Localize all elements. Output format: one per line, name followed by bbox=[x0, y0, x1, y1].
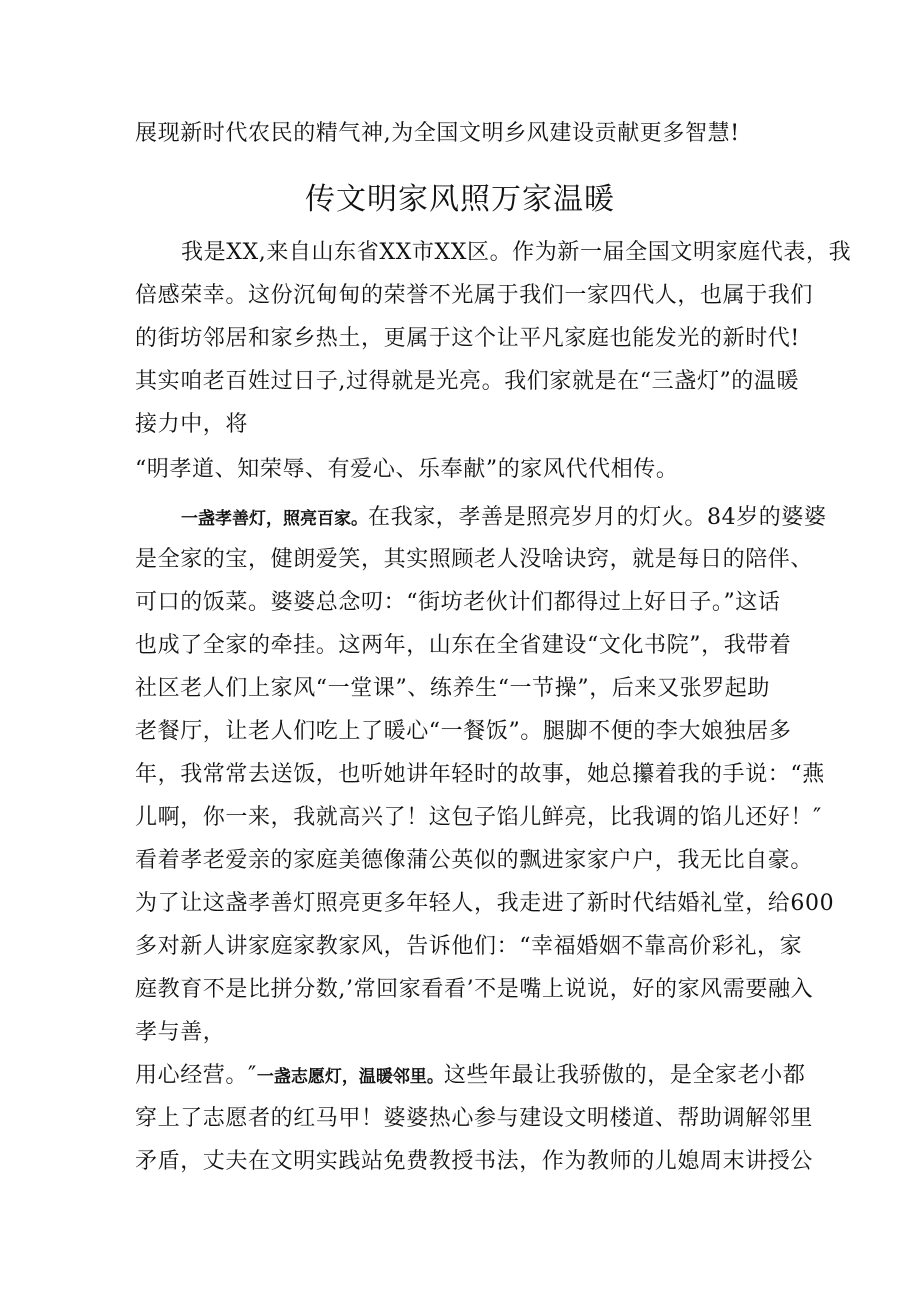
body-line: 为了让这盏孝善灯照亮更多年轻人，我走进了新时代结婚礼堂，给600 bbox=[135, 891, 835, 916]
body-line: 儿啊，你一来，我就高兴了！这包子馅儿鲜亮，比我调的馅儿还好！″ bbox=[135, 805, 822, 830]
paragraph-first-line bbox=[181, 502, 827, 535]
article-title: 传文明家风照万家温暖 bbox=[305, 182, 615, 217]
body-line: 社区老人们上家风“一堂课”、练养生“一节操”，后来又张罗起助 bbox=[135, 676, 770, 701]
body-line: “明孝道、知荣辱、有爱心、乐奉献”的家风代代相传。 bbox=[135, 457, 679, 482]
section-lead-phrase: 一盏孝善灯，照亮百家。 bbox=[181, 509, 368, 529]
body-line: 我是XX,来自山东省XX市XX区。作为新一届全国文明家庭代表，我 bbox=[181, 240, 852, 265]
paragraph-first-line bbox=[135, 1060, 805, 1093]
body-line: 年，我常常去送饭，也听她讲年轻时的故事，她总攥着我的手说：“燕 bbox=[135, 762, 825, 787]
body-line: 矛盾，丈夫在文明实践站免费教授书法，作为教师的儿媳周末讲授公 bbox=[135, 1149, 814, 1174]
body-text: 用心经营。″ bbox=[135, 1063, 257, 1088]
body-line: 庭教育不是比拼分数,’常回家看看’不是嘴上说说，好的家风需要融入 bbox=[135, 977, 814, 1002]
body-line: 多对新人讲家庭家教家风，告诉他们：“幸福婚姻不靠高价彩礼，家 bbox=[135, 934, 803, 959]
section-lead-phrase: 一盏志愿灯，温暖邻里。 bbox=[256, 1067, 444, 1087]
body-line: 其实咱老百姓过日子,过得就是光亮。我们家就是在“三盏灯”的温暖 bbox=[135, 369, 800, 394]
body-line: 是全家的宝，健朗爱笑，其实照顾老人没啥诀窍，就是每日的陪伴、 bbox=[135, 547, 814, 572]
body-line: 看着孝老爱亲的家庭美德像蒲公英似的飘进家家户户，我无比自豪。 bbox=[135, 848, 814, 873]
body-line: 穿上了志愿者的红马甲！婆婆热心参与建设文明楼道、帮助调解邻里 bbox=[135, 1106, 814, 1131]
body-line: 孝与善， bbox=[135, 1020, 226, 1045]
body-line: 倍感荣幸。这份沉甸甸的荣誉不光属于我们一家四代人，也属于我们 bbox=[135, 283, 814, 308]
body-text: 这些年最让我骄傲的，是全家老小都 bbox=[443, 1063, 806, 1088]
body-line: 可口的饭菜。婆婆总念叨：“街坊老伙计们都得过上好日子。”这话 bbox=[135, 590, 781, 615]
body-line: 老餐厅，让老人们吃上了暖心“一餐饭”。腿脚不便的李大娘独居多 bbox=[135, 719, 792, 744]
body-line: 展现新时代农民的精气神,为全国文明乡风建设贡献更多智慧! bbox=[135, 121, 740, 146]
body-text: 在我家，孝善是照亮岁月的灯火。84岁的婆婆 bbox=[368, 505, 827, 530]
body-line: 的街坊邻居和家乡热土，更属于这个让平凡家庭也能发光的新时代! bbox=[135, 326, 800, 351]
body-line: 接力中，将 bbox=[135, 412, 249, 437]
body-line: 也成了全家的牵挂。这两年，山东在全省建设“文化书院”，我带着 bbox=[135, 633, 792, 658]
